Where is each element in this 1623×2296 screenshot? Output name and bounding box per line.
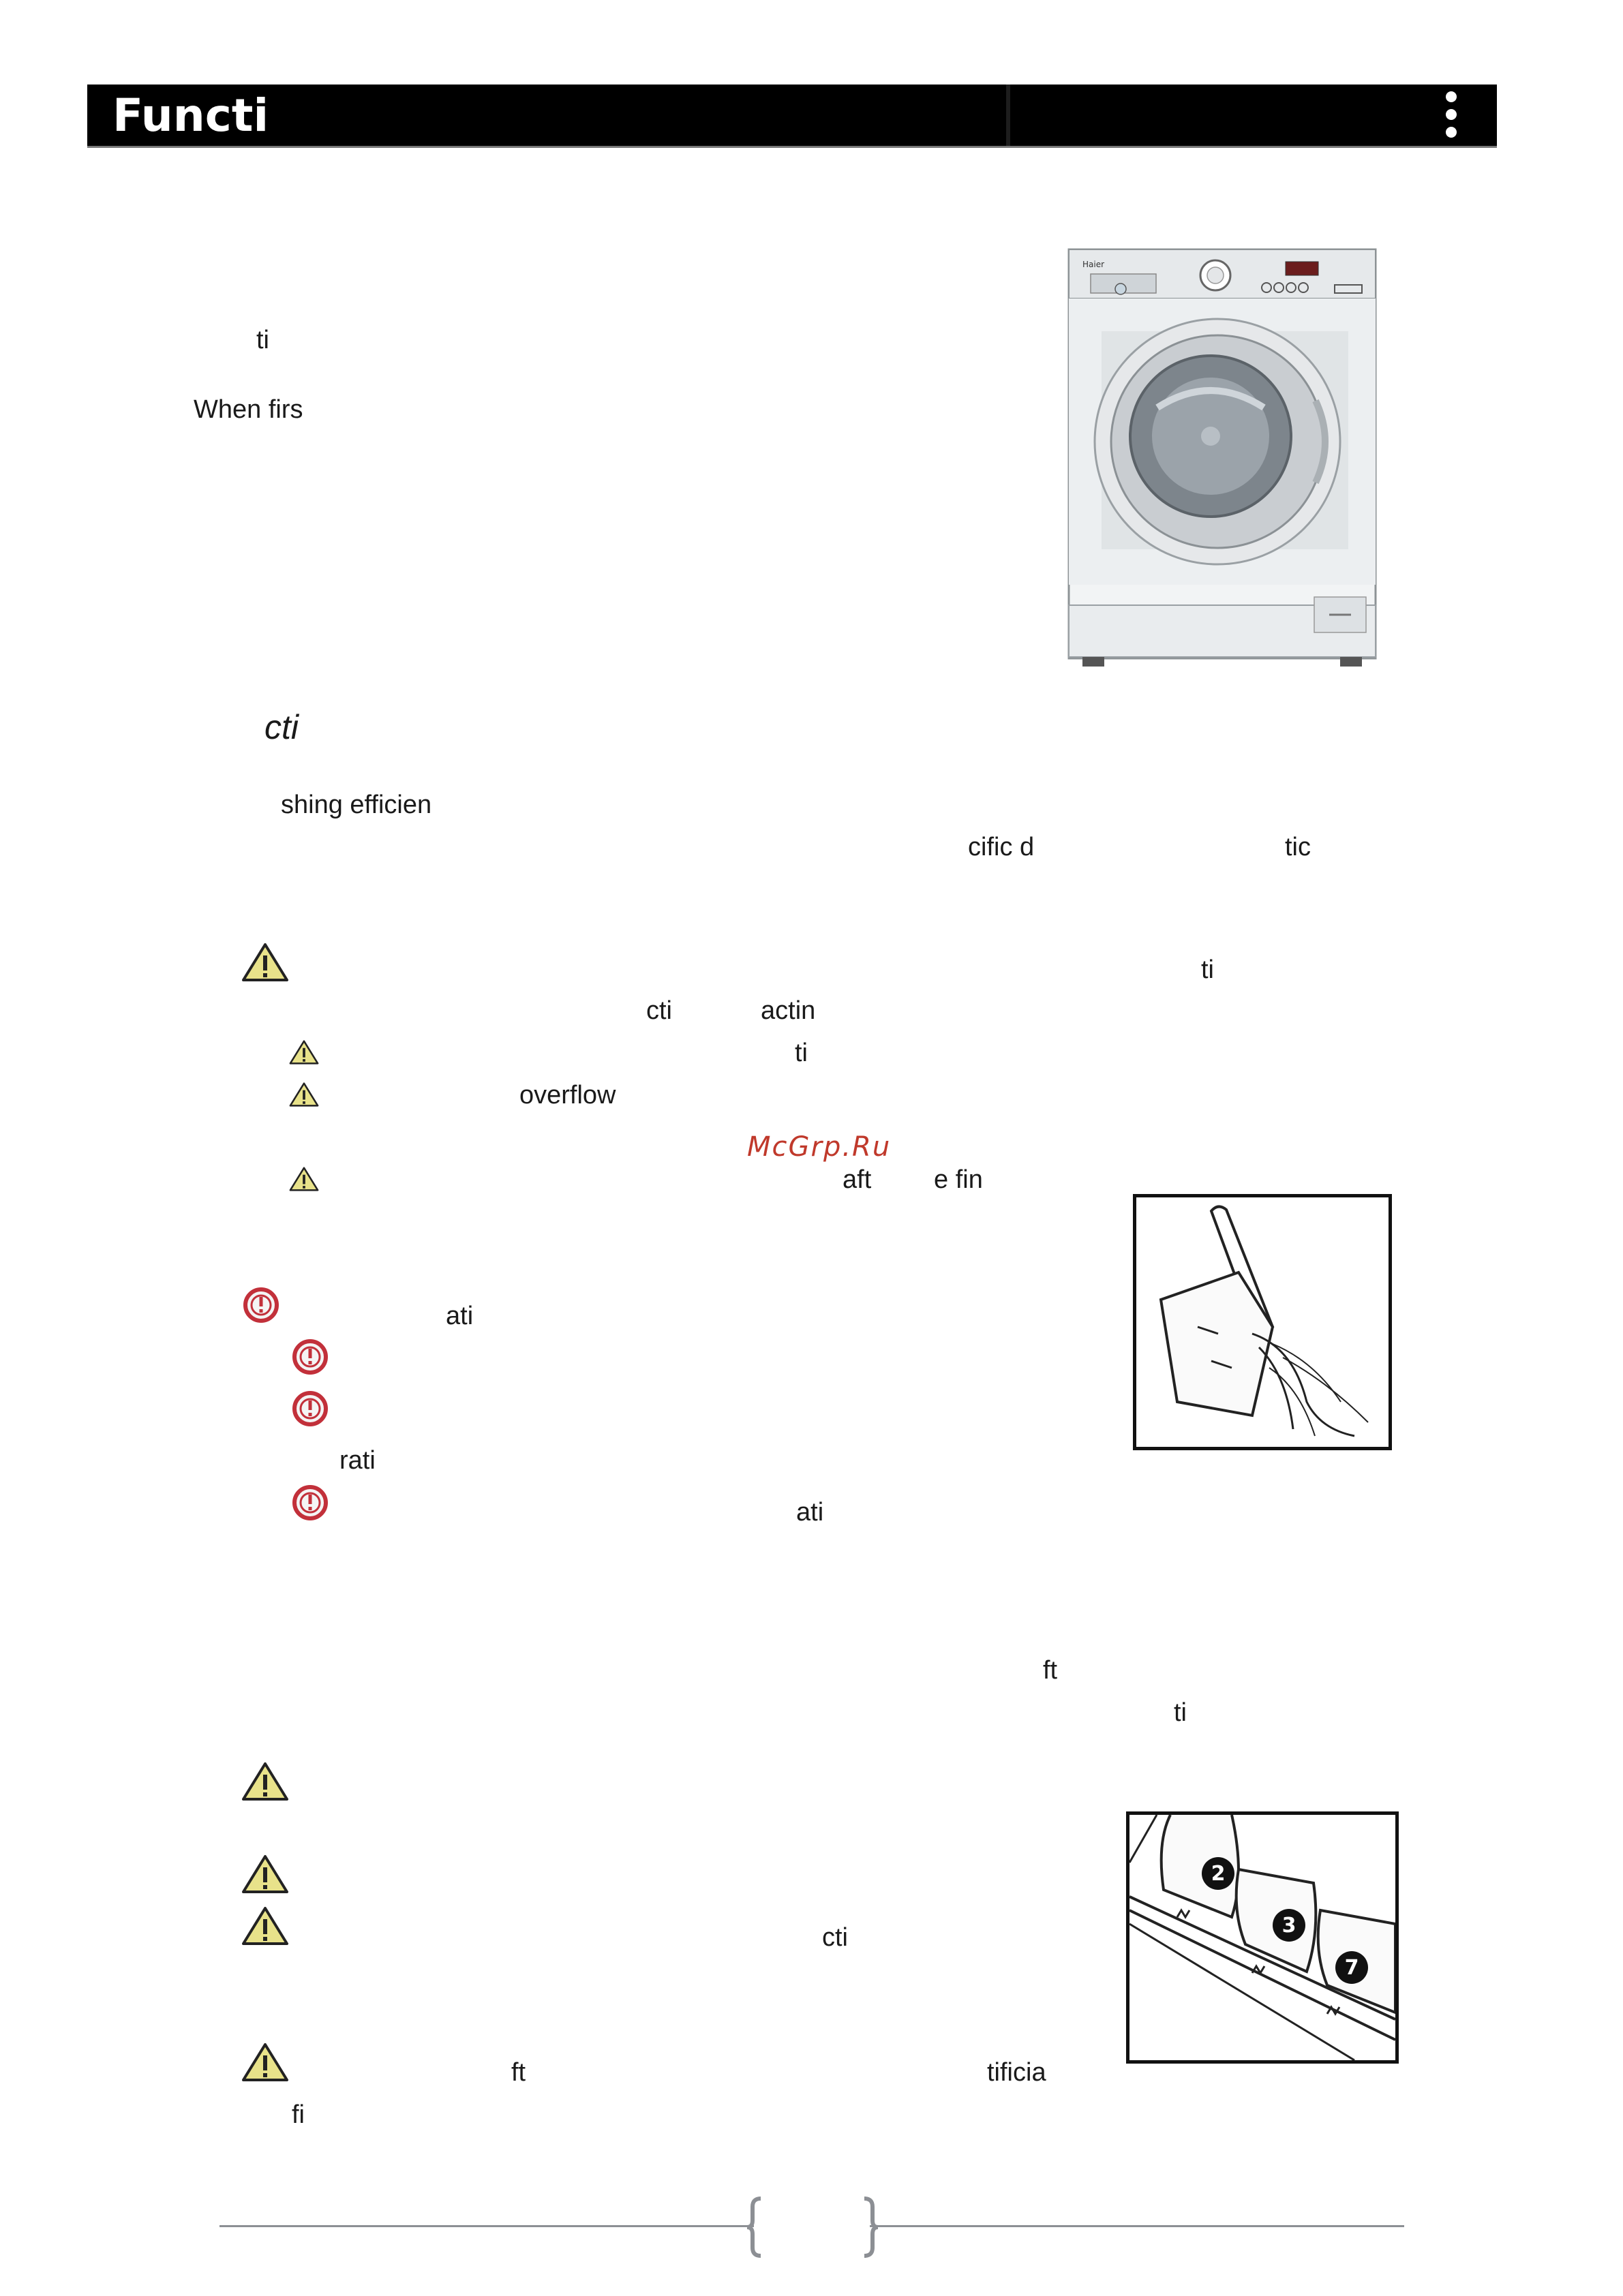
- warning-triangle-icon: [241, 1854, 289, 1895]
- text-fragment: ft: [1043, 1656, 1058, 1685]
- compartment-number: 3: [1281, 1914, 1296, 1938]
- watermark: McGrp.Ru: [747, 1131, 892, 1163]
- text-fragment: ti: [256, 326, 269, 354]
- text-fragment: ati: [796, 1498, 824, 1527]
- compartment-number: 7: [1344, 1956, 1359, 1980]
- header-underline: [87, 146, 1497, 148]
- text-fragment: cti: [822, 1923, 848, 1952]
- text-fragment: actin: [761, 996, 816, 1025]
- text-fragment: When firs: [194, 395, 303, 424]
- text-fragment: ti: [795, 1039, 808, 1067]
- warning-triangle-icon: [241, 1905, 289, 1946]
- text-fragment: rati: [339, 1446, 376, 1475]
- warning-triangle-icon: [241, 2042, 289, 2083]
- warning-triangle-icon: [289, 1081, 319, 1108]
- text-fragment: ati: [446, 1302, 474, 1330]
- text-fragment: cti: [646, 996, 672, 1025]
- text-fragment: aft: [843, 1165, 872, 1194]
- prohibition-circle-icon: [292, 1338, 329, 1375]
- text-fragment: ti: [1201, 955, 1214, 984]
- prohibition-circle-icon: [292, 1390, 329, 1427]
- washing-machine-illustration: [1062, 244, 1382, 671]
- text-fragment: ti: [1174, 1698, 1187, 1727]
- text-fragment: tificia: [987, 2058, 1046, 2087]
- brand-logo: Haier: [1082, 260, 1105, 269]
- header-bar: [87, 85, 1497, 147]
- text-fragment: ft: [511, 2058, 526, 2087]
- section-heading: cti: [264, 708, 299, 746]
- compartment-number: 2: [1211, 1862, 1226, 1886]
- page-number-bracket: [746, 2196, 879, 2259]
- page-title: Functi: [112, 89, 269, 142]
- text-fragment: tic: [1285, 833, 1311, 861]
- warning-triangle-icon: [241, 1761, 289, 1802]
- prohibition-circle-icon: [243, 1287, 279, 1323]
- pouring-detergent-figure: [1133, 1194, 1392, 1450]
- text-fragment: shing efficien: [281, 791, 432, 819]
- text-fragment: fi: [292, 2100, 305, 2129]
- prohibition-circle-icon: [292, 1484, 329, 1521]
- warning-triangle-icon: [289, 1039, 319, 1066]
- warning-triangle-icon: [289, 1165, 319, 1193]
- footer-line-left: [219, 2225, 754, 2227]
- dots-icon: [1442, 91, 1461, 139]
- text-fragment: cific d: [968, 833, 1035, 861]
- warning-triangle-icon: [241, 942, 289, 983]
- text-fragment: overflow: [519, 1081, 616, 1109]
- detergent-dispenser-figure: [1126, 1811, 1399, 2064]
- text-fragment: e fin: [934, 1165, 983, 1194]
- footer-line-right: [870, 2225, 1404, 2227]
